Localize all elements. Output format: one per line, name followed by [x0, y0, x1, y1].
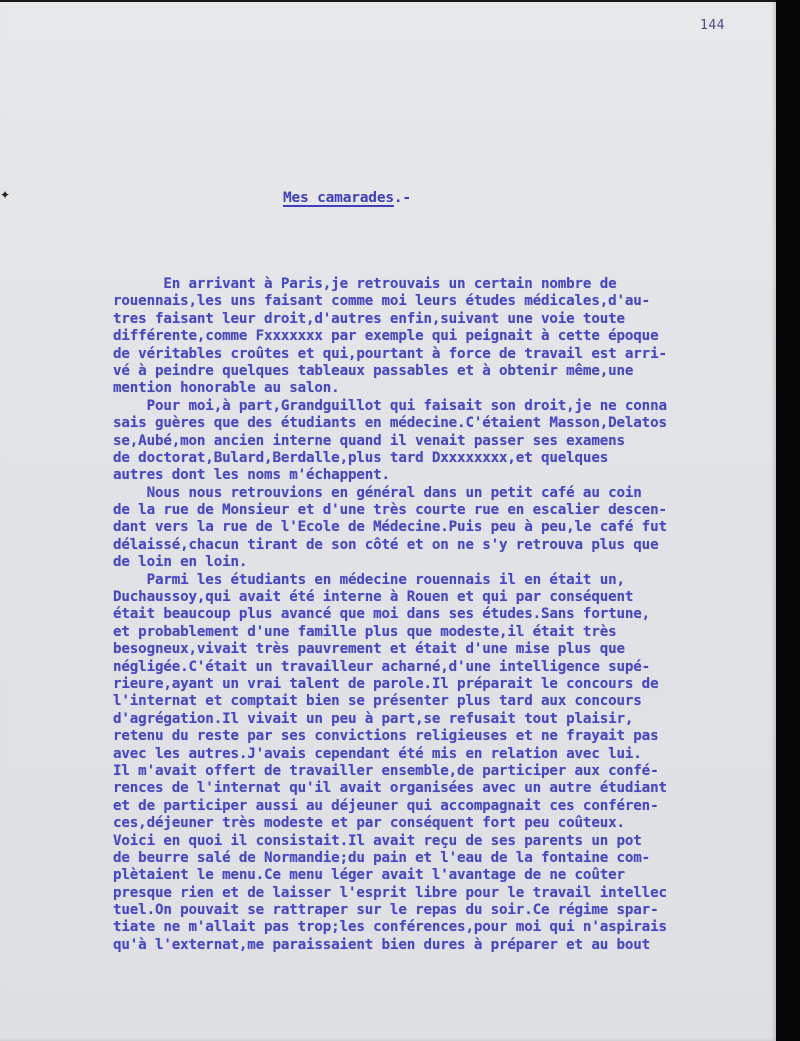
text-line: de beurre salé de Normandie;du pain et l'eau de la fontaine com-: [113, 849, 651, 866]
text-line: se,Aubé,mon ancien interne quand il venait passer ses examens: [113, 432, 625, 449]
body-text: [113, 276, 775, 954]
text-line: dant vers la rue de l'Ecole de Médecine.Puis peu à peu,le café fut: [113, 519, 667, 536]
text-line: Duchaussoy,qui avait été interne à Rouen et qui par conséquent: [113, 589, 634, 606]
text-line: différente,comme Fxxxxxxx par exemple qui peignait à cette époque: [113, 328, 659, 345]
text-line: Parmi les étudiants en médecine rouennais il en était un,: [113, 571, 625, 588]
title-suffix: .-: [393, 190, 411, 206]
text-line: vé à peindre quelques tableaux passables et à obtenir même,une: [113, 362, 634, 379]
page-number: 144: [700, 18, 725, 33]
scan-border: [776, 0, 800, 1041]
text-line: tiate ne m'allait pas trop;les conférences,pour moi qui n'aspirais: [113, 919, 667, 936]
text-line: sais guères que des étudiants en médecine.C'étaient Masson,Delatos: [113, 415, 667, 432]
text-line: et de participer aussi au déjeuner qui accompagnait ces conféren-: [113, 797, 659, 814]
text-line: était beaucoup plus avancé que moi dans ses études.Sans fortune,: [113, 606, 651, 623]
text-line: tuel.On pouvait se rattraper sur le repas du soir.Ce régime spar-: [113, 902, 659, 919]
text-line: Voici en quoi il consistait.Il avait reçu de ses parents un pot: [113, 832, 642, 849]
text-line: délaissé,chacun tirant de son côté et on ne s'y retrouva plus que: [113, 536, 659, 553]
text-line: tres faisant leur droit,d'autres enfin,suivant une voie toute: [113, 310, 625, 327]
text-line: qu'à l'externat,me paraissaient bien dures à préparer et au bout: [113, 936, 651, 953]
text-line: de doctorat,Bulard,Berdalle,plus tard Dxxxxxxxx,et quelques: [113, 449, 609, 466]
text-line: presque rien et de laisser l'esprit libre pour le travail intellec: [113, 884, 667, 901]
text-line: mention honorable au salon.: [113, 380, 340, 397]
text-line: Nous nous retrouvions en général dans un petit café au coin: [113, 484, 642, 501]
text-line: rences de l'internat qu'il avait organisées avec un autre étudiant: [113, 780, 667, 797]
text-line: avec les autres.J'avais cependant été mis en relation avec lui.: [113, 745, 642, 762]
page-top-edge: [0, 0, 776, 2]
text-line: rouennais,les uns faisant comme moi leurs études médicales,d'au-: [113, 293, 651, 310]
text-line: retenu du reste par ses convictions religieuses et ne frayait pas: [113, 728, 659, 745]
text-line: ces,déjeuner très modeste et par conséquent fort peu coûteux.: [113, 815, 625, 832]
text-line: l'internat et comptait bien se présenter plus tard aux concours: [113, 693, 642, 710]
text-line: de loin en loin.: [113, 554, 248, 571]
page-title: [283, 190, 411, 206]
text-line: de véritables croûtes et qui,pourtant à force de travail est arri-: [113, 345, 667, 362]
text-line: d'agrégation.Il vivait un peu à part,se refusait tout plaisir,: [113, 710, 634, 727]
text-line: autres dont les noms m'échappent.: [113, 467, 390, 484]
text-line: plètaient le menu.Ce menu léger avait l'avantage de ne coûter: [113, 867, 625, 884]
text-line: Il m'avait offert de travailler ensemble,de participer aux confé-: [113, 762, 659, 779]
text-line: de la rue de Monsieur et d'une très courte rue en escalier descen-: [113, 502, 667, 519]
margin-mark: ✦: [0, 188, 11, 202]
text-line: et probablement d'une famille plus que modeste,il était très: [113, 623, 617, 640]
text-line: besogneux,vivait très pauvrement et était d'une mise plus que: [113, 641, 625, 658]
text-line: négligée.C'était un travailleur acharné,d'une intelligence supé-: [113, 658, 651, 675]
text-line: Pour moi,à part,Grandguillot qui faisait son droit,je ne conna: [113, 397, 667, 414]
title-text: Mes camarades: [283, 190, 394, 206]
text-line: rieure,ayant un vrai talent de parole.Il préparait le concours de: [113, 675, 659, 692]
text-line: En arrivant à Paris,je retrouvais un certain nombre de: [113, 276, 617, 292]
